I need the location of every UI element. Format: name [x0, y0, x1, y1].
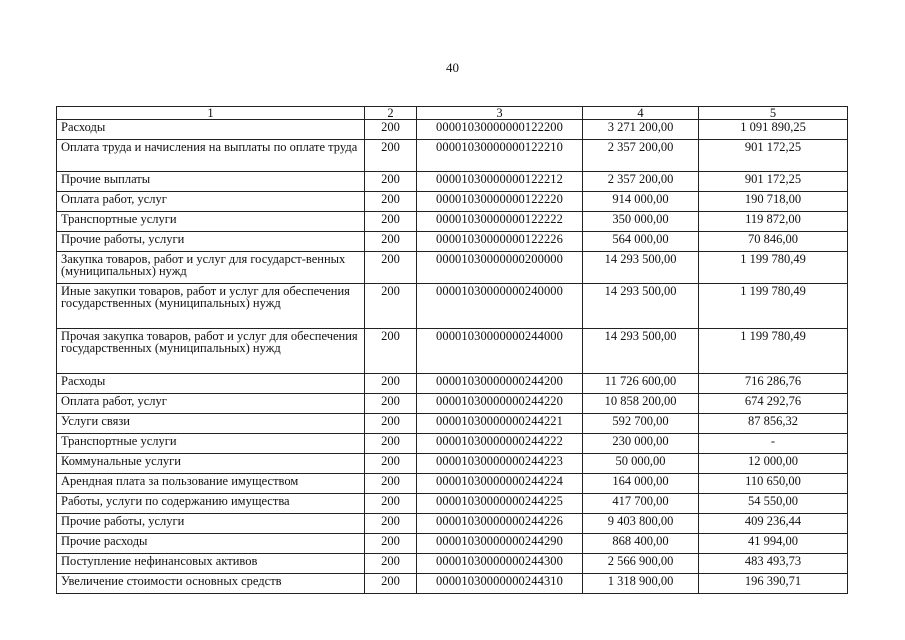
row-name: Транспортные услуги	[57, 212, 365, 232]
table-header-row	[57, 107, 848, 120]
row-budget-code: 00001030000000200000	[417, 252, 583, 284]
header-col-1: 1	[57, 107, 365, 120]
table-row	[57, 252, 848, 284]
row-executed: 190 718,00	[699, 192, 848, 212]
row-line-code: 200	[365, 554, 417, 574]
row-approved: 14 293 500,00	[583, 252, 699, 284]
row-executed: 483 493,73	[699, 554, 848, 574]
row-approved: 14 293 500,00	[583, 329, 699, 374]
row-executed: 1 199 780,49	[699, 329, 848, 374]
row-name: Закупка товаров, работ и услуг для государст-венных (муниципальных) нужд	[57, 252, 365, 284]
row-name: Оплата работ, услуг	[57, 192, 365, 212]
row-line-code: 200	[365, 394, 417, 414]
row-executed: 70 846,00	[699, 232, 848, 252]
table-row	[57, 284, 848, 329]
table-row	[57, 434, 848, 454]
row-budget-code: 00001030000000122200	[417, 120, 583, 140]
row-name: Иные закупки товаров, работ и услуг для обеспечения государственных (муниципальных) нужд	[57, 284, 365, 329]
table-row	[57, 394, 848, 414]
row-line-code: 200	[365, 140, 417, 172]
row-executed: 901 172,25	[699, 140, 848, 172]
row-line-code: 200	[365, 474, 417, 494]
row-approved: 868 400,00	[583, 534, 699, 554]
table-row	[57, 374, 848, 394]
row-name: Прочая закупка товаров, работ и услуг для обеспечения государственных (муниципальных) нужд	[57, 329, 365, 374]
row-line-code: 200	[365, 374, 417, 394]
row-budget-code: 00001030000000244224	[417, 474, 583, 494]
page-number: 40	[446, 60, 459, 75]
table-row	[57, 329, 848, 374]
row-approved: 2 566 900,00	[583, 554, 699, 574]
table-row	[57, 534, 848, 554]
row-budget-code: 00001030000000244000	[417, 329, 583, 374]
row-line-code: 200	[365, 212, 417, 232]
row-line-code: 200	[365, 232, 417, 252]
row-name: Арендная плата за пользование имуществом	[57, 474, 365, 494]
table-row	[57, 554, 848, 574]
row-name: Оплата работ, услуг	[57, 394, 365, 414]
row-name: Прочие расходы	[57, 534, 365, 554]
row-line-code: 200	[365, 454, 417, 474]
row-budget-code: 00001030000000122220	[417, 192, 583, 212]
row-budget-code: 00001030000000244290	[417, 534, 583, 554]
row-approved: 10 858 200,00	[583, 394, 699, 414]
row-approved: 3 271 200,00	[583, 120, 699, 140]
header-col-4: 4	[583, 107, 699, 120]
row-approved: 914 000,00	[583, 192, 699, 212]
table-row	[57, 172, 848, 192]
row-line-code: 200	[365, 329, 417, 374]
table-row	[57, 574, 848, 594]
row-executed: 716 286,76	[699, 374, 848, 394]
row-executed: 87 856,32	[699, 414, 848, 434]
row-approved: 14 293 500,00	[583, 284, 699, 329]
row-executed: 41 994,00	[699, 534, 848, 554]
row-budget-code: 00001030000000122226	[417, 232, 583, 252]
row-approved: 50 000,00	[583, 454, 699, 474]
row-executed: 196 390,71	[699, 574, 848, 594]
row-line-code: 200	[365, 534, 417, 554]
row-executed: 901 172,25	[699, 172, 848, 192]
row-name: Оплата труда и начисления на выплаты по оплате труда	[57, 140, 365, 172]
row-name: Услуги связи	[57, 414, 365, 434]
row-budget-code: 00001030000000240000	[417, 284, 583, 329]
row-budget-code: 00001030000000122222	[417, 212, 583, 232]
row-executed: 1 199 780,49	[699, 252, 848, 284]
row-approved: 592 700,00	[583, 414, 699, 434]
row-budget-code: 00001030000000244200	[417, 374, 583, 394]
row-name: Прочие выплаты	[57, 172, 365, 192]
header-col-5: 5	[699, 107, 848, 120]
row-executed: 12 000,00	[699, 454, 848, 474]
row-approved: 11 726 600,00	[583, 374, 699, 394]
row-line-code: 200	[365, 574, 417, 594]
row-budget-code: 00001030000000244222	[417, 434, 583, 454]
row-line-code: 200	[365, 514, 417, 534]
row-approved: 230 000,00	[583, 434, 699, 454]
row-approved: 417 700,00	[583, 494, 699, 514]
row-line-code: 200	[365, 284, 417, 329]
row-line-code: 200	[365, 172, 417, 192]
row-budget-code: 00001030000000244310	[417, 574, 583, 594]
row-executed: 110 650,00	[699, 474, 848, 494]
table-row	[57, 514, 848, 534]
table-row	[57, 494, 848, 514]
row-name: Поступление нефинансовых активов	[57, 554, 365, 574]
row-approved: 1 318 900,00	[583, 574, 699, 594]
table-row	[57, 140, 848, 172]
header-col-3: 3	[417, 107, 583, 120]
row-budget-code: 00001030000000244226	[417, 514, 583, 534]
row-line-code: 200	[365, 252, 417, 284]
row-budget-code: 00001030000000244223	[417, 454, 583, 474]
table-row	[57, 212, 848, 232]
row-name: Увеличение стоимости основных средств	[57, 574, 365, 594]
table-row	[57, 232, 848, 252]
row-name: Работы, услуги по содержанию имущества	[57, 494, 365, 514]
row-budget-code: 00001030000000244300	[417, 554, 583, 574]
row-approved: 564 000,00	[583, 232, 699, 252]
table-row	[57, 454, 848, 474]
row-line-code: 200	[365, 192, 417, 212]
table-row	[57, 120, 848, 140]
row-name: Прочие работы, услуги	[57, 514, 365, 534]
row-line-code: 200	[365, 434, 417, 454]
row-executed: 1 199 780,49	[699, 284, 848, 329]
table-row	[57, 192, 848, 212]
row-executed: 409 236,44	[699, 514, 848, 534]
row-executed: 674 292,76	[699, 394, 848, 414]
row-executed: 54 550,00	[699, 494, 848, 514]
row-line-code: 200	[365, 120, 417, 140]
row-line-code: 200	[365, 494, 417, 514]
row-approved: 2 357 200,00	[583, 140, 699, 172]
row-approved: 350 000,00	[583, 212, 699, 232]
row-budget-code: 00001030000000122212	[417, 172, 583, 192]
row-budget-code: 00001030000000244220	[417, 394, 583, 414]
row-approved: 9 403 800,00	[583, 514, 699, 534]
row-name: Прочие работы, услуги	[57, 232, 365, 252]
row-approved: 164 000,00	[583, 474, 699, 494]
table-row	[57, 474, 848, 494]
budget-table	[56, 106, 848, 594]
row-budget-code: 00001030000000244221	[417, 414, 583, 434]
row-executed: 1 091 890,25	[699, 120, 848, 140]
row-line-code: 200	[365, 414, 417, 434]
row-name: Расходы	[57, 120, 365, 140]
row-approved: 2 357 200,00	[583, 172, 699, 192]
row-budget-code: 00001030000000244225	[417, 494, 583, 514]
table-row	[57, 414, 848, 434]
row-executed: -	[699, 434, 848, 454]
header-col-2: 2	[365, 107, 417, 120]
row-name: Коммунальные услуги	[57, 454, 365, 474]
row-name: Транспортные услуги	[57, 434, 365, 454]
row-budget-code: 00001030000000122210	[417, 140, 583, 172]
row-name: Расходы	[57, 374, 365, 394]
row-executed: 119 872,00	[699, 212, 848, 232]
